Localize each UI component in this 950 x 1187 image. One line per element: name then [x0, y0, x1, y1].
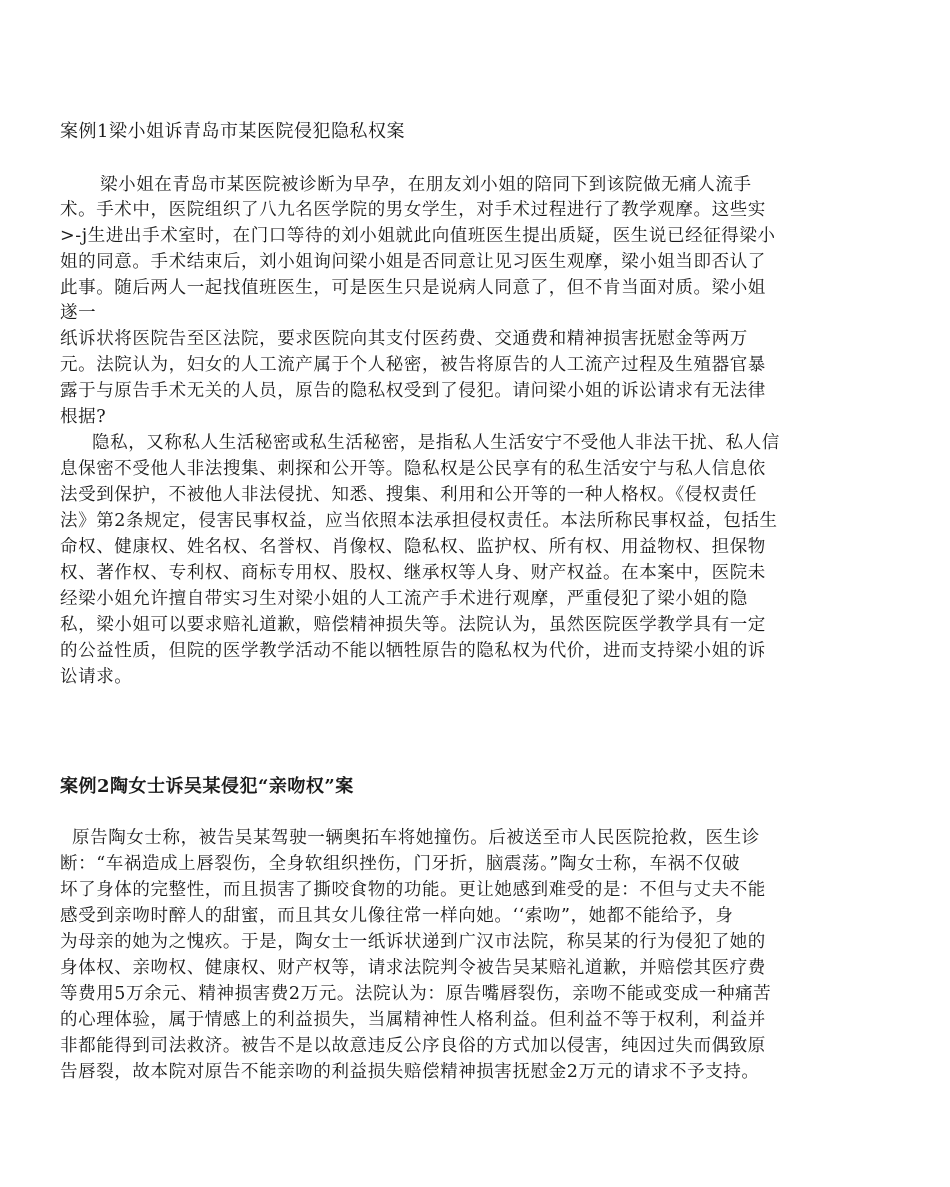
case1-line: 隐私，又称私人生活秘密或私生活秘密，是指私人生活安宁不受他人非法干扰、私人信: [92, 433, 780, 453]
case1-line: 姐的同意。手术结束后，刘小姐询问梁小姐是否同意让见习医生观摩，梁小姐当即否认了: [60, 252, 766, 272]
case1-line: 术。手术中，医院组织了八九名医学院的男女学生，对手术过程进行了教学观摩。这些实: [60, 200, 766, 220]
case1-line: 梁小姐在青岛市某医院被诊断为早孕，在朋友刘小姐的陪同下到该院做无痛人流手: [100, 175, 752, 195]
case2-title: 案例2陶女士诉吴某侵犯“亲吻权”案: [60, 776, 354, 797]
case2-line: 的心理体验，属于情感上的利益损失，当属精神性人格利益。但利益不等于权利，利益并: [60, 1010, 766, 1030]
case1-line: 纸诉状将医院告至区法院，要求医院向其支付医药费、交通费和精神损害抚慰金等两万: [60, 329, 748, 349]
case1-line: 法》第2条规定，侵害民事权益，应当依照本法承担侵权责任。本法所称民事权益，包括生: [60, 511, 778, 531]
case1-title: 案例1梁小姐诉青岛市某医院侵犯隐私权案: [60, 121, 405, 142]
case1-line: 根据?: [60, 407, 107, 427]
case2-line: 告唇裂，故本院对原告不能亲吻的利益损失赔偿精神损害抚慰金2万元的请求不予支持。: [60, 1062, 760, 1082]
case2-line: 断：“车祸造成上唇裂伤，全身软组织挫伤，门牙折，脑震荡。”陶女士称，车祸不仅破: [60, 854, 741, 874]
case1-line: 私，梁小姐可以要求赔礼道歉，赔偿精神损失等。法院认为，虽然医院医学教学具有一定: [60, 615, 766, 635]
case1-line: 的公益性质，但院的医学教学活动不能以牺牲原告的隐私权为代价，进而支持梁小姐的诉: [60, 641, 766, 661]
case2-line: 身体权、亲吻权、健康权、财产权等，请求法院判令被告吴某赔礼道歉，并赔偿其医疗费: [60, 958, 766, 978]
case1-line: 息保密不受他人非法搜集、刺探和公开等。隐私权是公民享有的私生活安宁与私人信息依: [60, 459, 766, 479]
case1-line: 法受到保护，不被他人非法侵扰、知悉、搜集、利用和公开等的一种人格权。《侵权责任: [60, 485, 758, 505]
case1-line: 权、著作权、专利权、商标专用权、股权、继承权等人身、财产权益。在本案中，医院未: [60, 563, 766, 583]
case1-line: 经梁小姐允许擅自带实习生对梁小姐的人工流产手术进行观摩，严重侵犯了梁小姐的隐: [60, 589, 748, 609]
case2-line: 原告陶女士称，被告吴某驾驶一辆奥拓车将她撞伤。后被送至市人民医院抢救，医生诊: [72, 828, 760, 848]
case2-line: 感受到亲吻时醉人的甜蜜，而且其女儿像往常一样向她。‘‘索吻”，她都不能给予，身: [60, 906, 734, 926]
case1-line: 命权、健康权、姓名权、名誉权、肖像权、隐私权、监护权、所有权、用益物权、担保物: [60, 537, 766, 557]
case1-line: 讼请求。: [60, 667, 133, 687]
case2-line: 非都能得到司法救济。被告不是以故意违反公序良俗的方式加以侵害，纯因过失而偶致原: [60, 1036, 766, 1056]
case1-line: 遂一: [60, 303, 97, 323]
case2-line: 为母亲的她为之愧疚。于是，陶女士一纸诉状递到广汉市法院，称吴某的行为侵犯了她的: [60, 932, 766, 952]
case2-line: 等费用5万余元、精神损害费2万元。法院认为：原告嘴唇裂伤，亲吻不能或变成一种痛苦: [60, 984, 772, 1004]
case1-line: 露于与原告手术无关的人员，原告的隐私权受到了侵犯。请问梁小姐的诉讼请求有无法律: [60, 381, 766, 401]
case1-line: >-j生进出手术室时，在门口等待的刘小姐就此向值班医生提出质疑，医生说已经征得梁小: [60, 226, 776, 246]
case1-line: 此事。随后两人一起找值班医生，可是医生只是说病人同意了，但不肯当面对质。梁小姐: [60, 278, 766, 298]
case2-line: 坏了身体的完整性，而且损害了撕咬食物的功能。更让她感到难受的是：不但与丈夫不能: [60, 880, 766, 900]
case1-line: 元。法院认为，妇女的人工流产属于个人秘密，被告将原告的人工流产过程及生殖器官暴: [60, 355, 766, 375]
